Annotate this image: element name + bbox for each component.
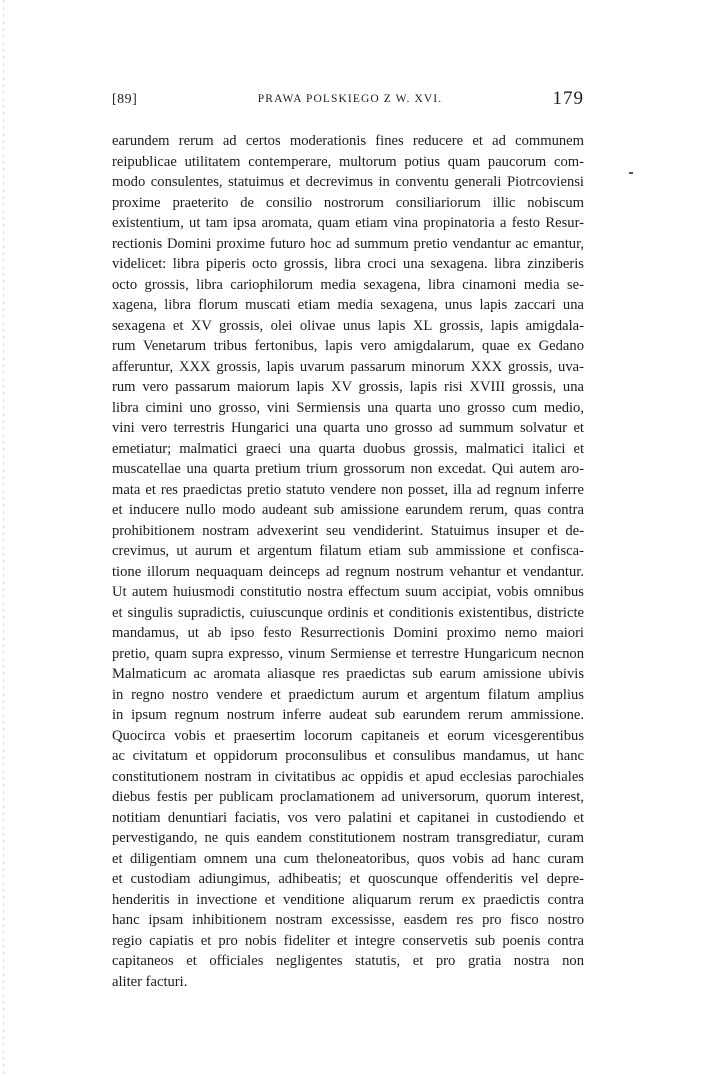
text-line: rum vero passarum maiorum lapis XV grossis, lapis risi XVIII grossis, una — [112, 379, 584, 395]
text-line: Quocirca vobis et praesertim locorum capitaneis et eorum vicesgerentibus — [112, 727, 584, 744]
page-edge-divider — [3, 0, 4, 1077]
text-line: libra cimini uno grosso, vini Sermiensis una quarta uno grosso cum medio, — [112, 399, 584, 416]
text-line: reipublicae utilitatem contemperare, multorum potius quam paucorum com- — [112, 153, 584, 170]
text-line: proxime praeterito de consilio nostrorum consiliariorum illic nobiscum — [112, 194, 584, 211]
text-line: in regno nostro vendere et praedictum aurum et argentum filatum amplius — [112, 686, 584, 703]
text-line: xagena, libra florum muscati etiam media sexagena, unus lapis zaccari una — [112, 297, 584, 313]
text-line: tione illorum nequaquam deinceps ad regnum nostrum vehantur et vendantur. — [112, 563, 584, 580]
running-title: PRAWA POLSKIEGO Z W. XVI. — [257, 93, 443, 105]
page-header — [112, 88, 588, 114]
text-line: in ipsum regnum nostrum inferre audeat sub earundem rerum ammissione. — [112, 707, 584, 723]
text-line: earundem rerum ad certos moderationis fines reducere et ad communem — [112, 133, 584, 149]
text-line: notitiam denuntiari faciatis, vos vero palatini et capitanei in custodiendo et — [112, 809, 584, 826]
text-line: et diligentiam omnem una cum theloneatoribus, quos vobis ad hanc curam — [112, 850, 584, 867]
text-line: rum Venetarum tribus fertonibus, lapis vero amigdalarum, quae ex Gedano — [112, 338, 584, 354]
section-number: [89] — [112, 92, 138, 107]
text-line: emetiatur; malmatici graeci una quarta duobus grossis, malmatici italici et — [112, 440, 584, 457]
text-line: et inducere nullo modo audeant sub amissione earundem rerum, quas contra — [112, 502, 584, 518]
text-line: modo consulentes, statuimus et decrevimus in conventu generali Piotrcoviensi — [112, 174, 584, 190]
ink-speck — [629, 172, 633, 174]
text-line: aliter facturi. — [112, 973, 188, 990]
text-line: Malmaticum ac aromata aliasque res praedictas sub earum amissione ubivis — [112, 666, 584, 682]
page-number: 179 — [552, 88, 584, 109]
text-line: diebus festis per publicam proclamationem ad universorum, quorum interest, — [112, 789, 584, 805]
text-line: et custodiam adiungimus, adhibeatis; et quoscunque offenderitis vel depre- — [112, 871, 584, 887]
text-line: muscatellae una quarta pretium trium grossorum non excedat. Qui autem aro- — [112, 461, 584, 477]
text-line: et singulis supradictis, cuiuscunque ordinis et conditionis existentibus, districte — [112, 604, 584, 621]
text-line: mandamus, ut ab ipso festo Resurrectionis Domini proximo nemo maiori — [112, 625, 584, 641]
text-line: henderitis in invectione et venditione aliquarum rerum ex praedictis contra — [112, 891, 584, 908]
text-line: rectionis Domini proxime futuro hoc ad summum pretio vendantur ac emantur, — [112, 235, 584, 252]
text-line: crevimus, ut aurum et argentum filatum etiam sub ammissione et confisca- — [112, 543, 584, 559]
text-line: Ut autem huiusmodi constitutio nostra effectum suum accipiat, vobis omnibus — [112, 584, 584, 600]
text-line: pervestigando, ne quis eandem constitutionem nostram transgrediatur, curam — [112, 830, 584, 846]
text-line: mata et res praedictas pretio statuto vendere non posset, illa ad regnum inferre — [112, 481, 584, 498]
text-line: videlicet: libra piperis octo grossis, libra croci una sexagena. libra zinziberis — [112, 256, 584, 272]
text-line: existentium, ut tam ipsa aromata, quam etiam vina propinatoria a festo Resur- — [112, 215, 584, 231]
text-line: vini vero terrestris Hungarici una quarta uno grosso ad summum solvatur et — [112, 420, 584, 436]
text-line: pretio, quam supra expresso, vinum Sermiense et terrestre Hungaricum necnon — [112, 645, 584, 662]
text-line: hanc ipsam inhibitionem nostram excessisse, easdem res pro fisco nostro — [112, 912, 584, 928]
text-line: sexagena et XV grossis, olei olivae unus lapis XL grossis, lapis amigdala- — [112, 317, 584, 334]
text-line: constitutionem nostram in civitatibus ac oppidis et apud ecclesias parochiales — [112, 768, 584, 785]
text-line: octo grossis, libra cariophilorum media sexagena, libra cinamoni media se- — [112, 276, 584, 293]
body-text — [112, 131, 584, 992]
text-line: afferuntur, XXX grossis, lapis uvarum passarum minorum XXX grossis, uva- — [112, 358, 584, 375]
text-line: regio capiatis et pro nobis fideliter et integre conservetis sub poenis contra — [112, 932, 584, 949]
text-line: capitaneos et officiales negligentes statutis, et pro gratia nostra non — [112, 953, 584, 969]
text-line: prohibitionem nostram advexerint seu vendiderint. Statuimus insuper et de- — [112, 522, 584, 539]
text-line: ac civitatum et oppidorum proconsulibus et consulibus mandamus, ut hanc — [112, 748, 584, 764]
